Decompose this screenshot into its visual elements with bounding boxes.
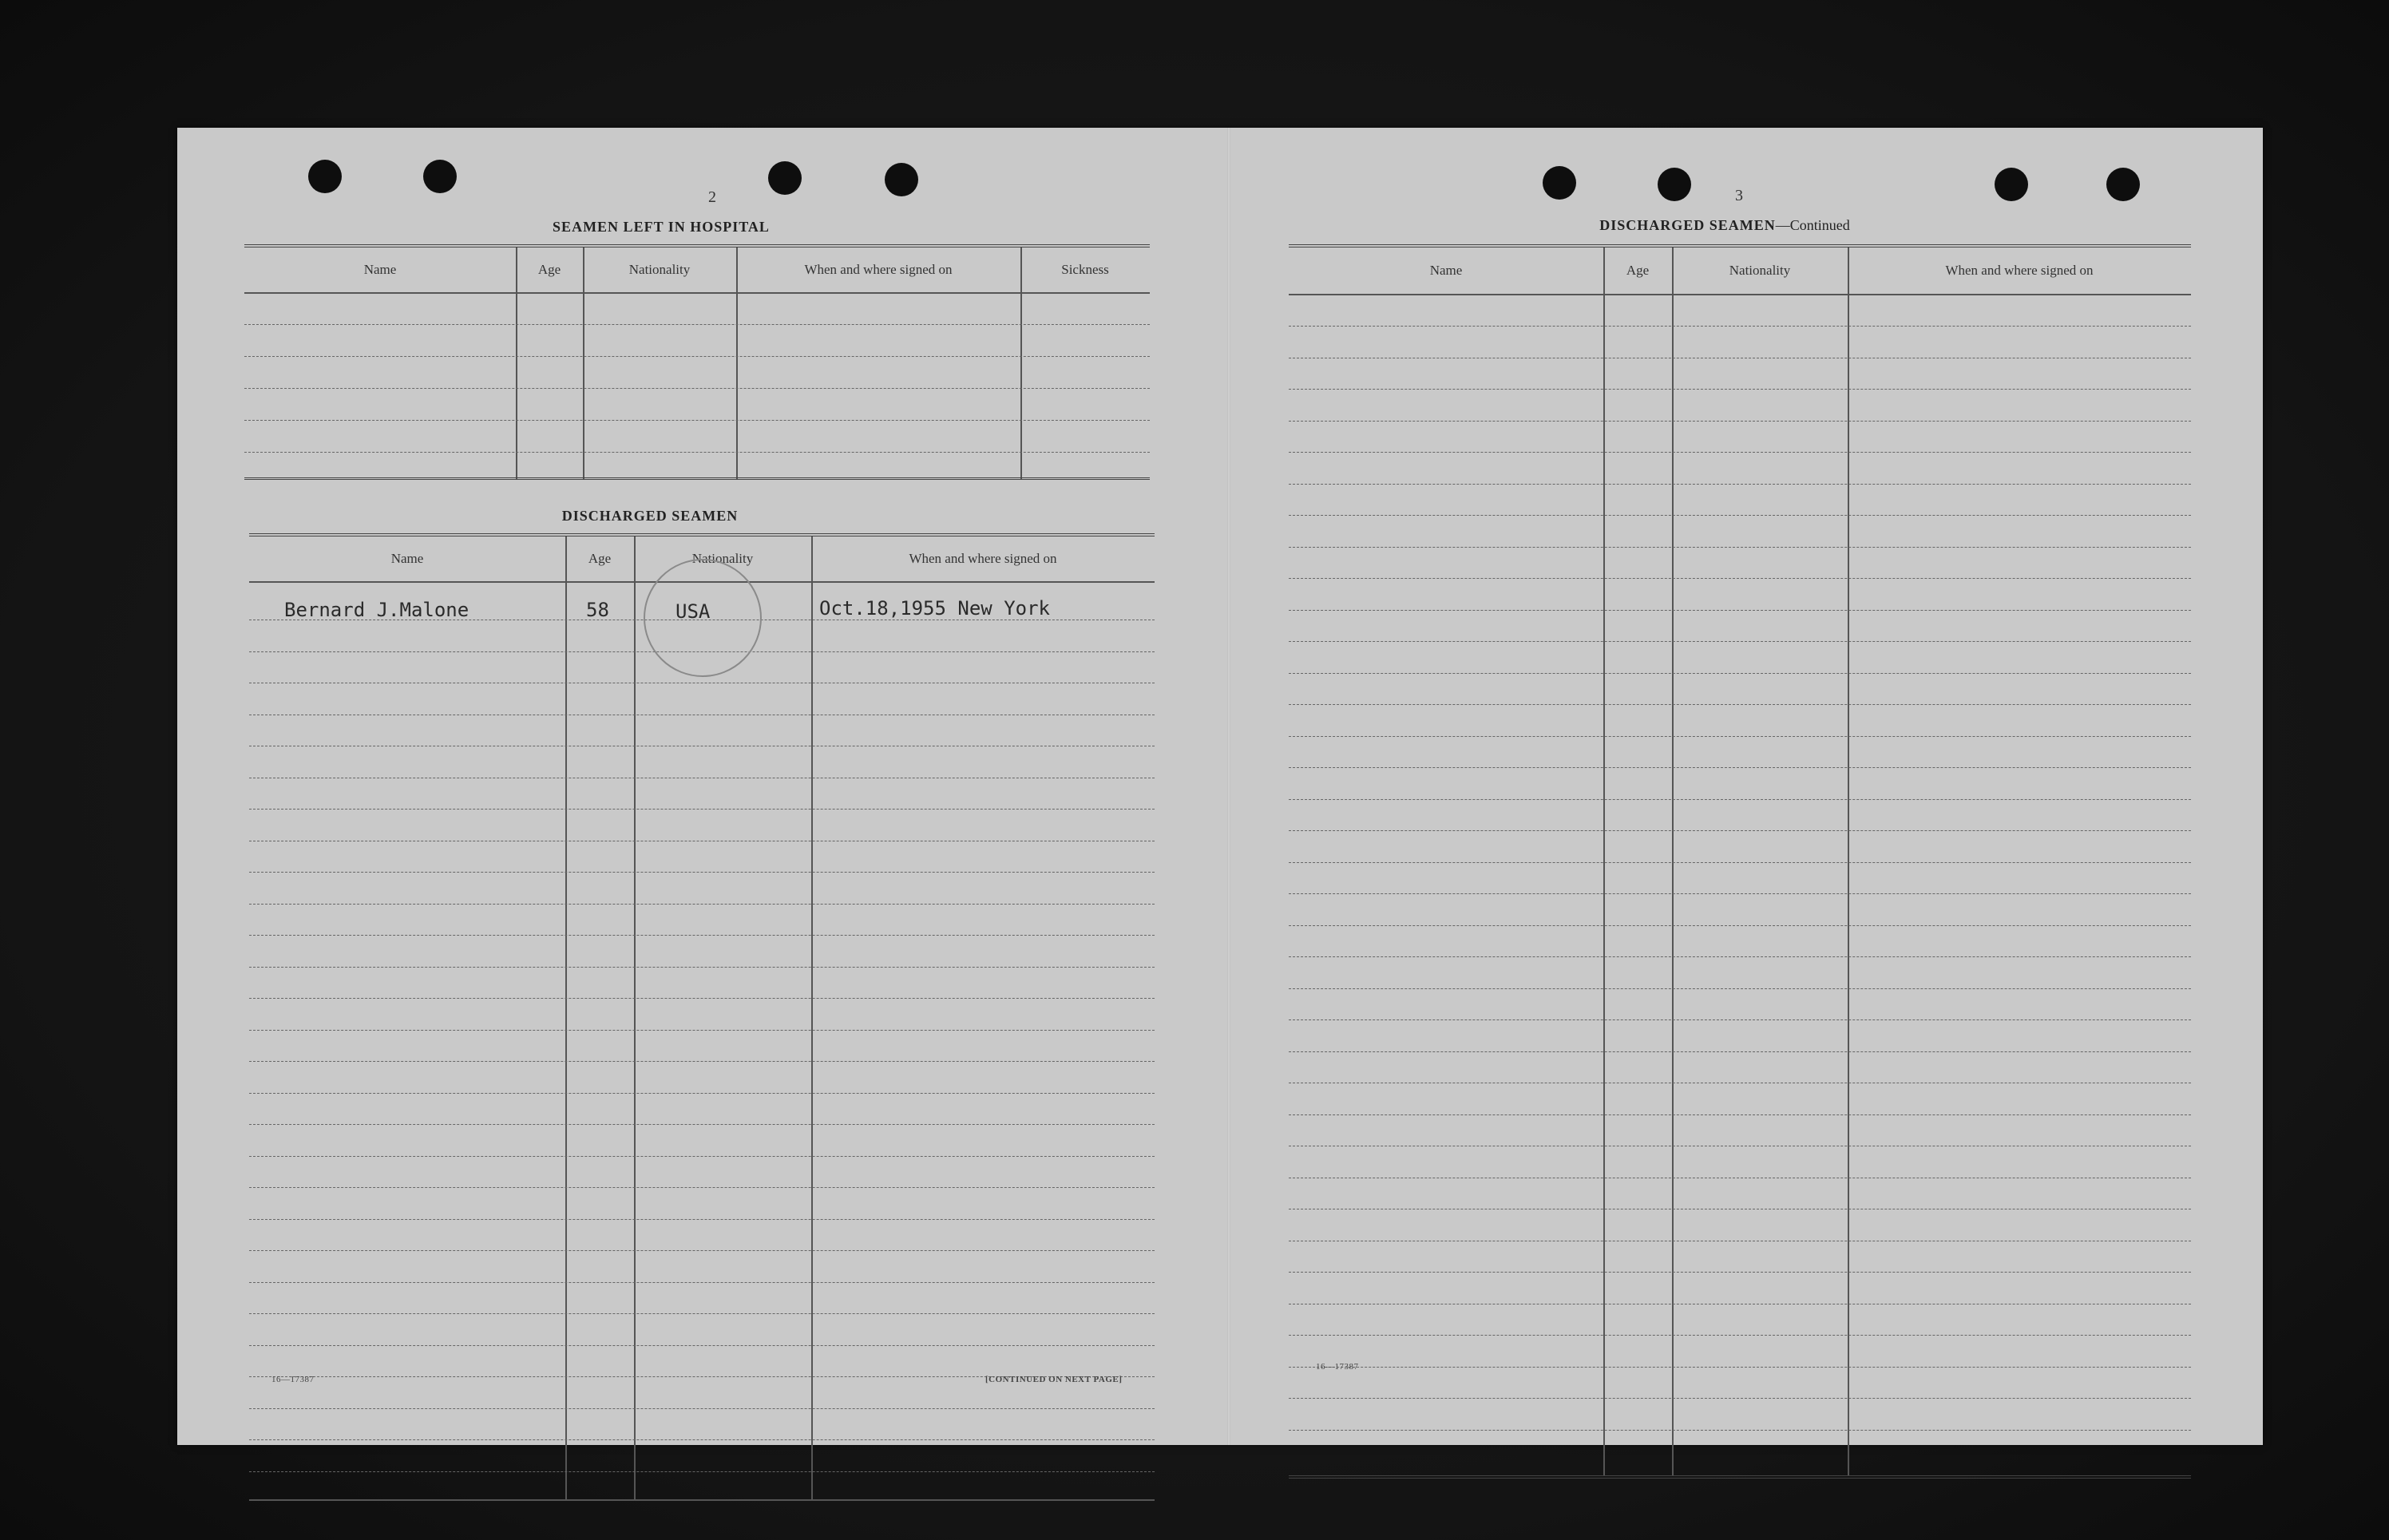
column-divider <box>736 247 738 479</box>
right-header-signed-on: When and where signed on <box>1945 263 2094 278</box>
hospital-table <box>244 244 1150 479</box>
discharged-header-age: Age <box>588 551 612 566</box>
right-discharged-table <box>1289 244 2191 1479</box>
entry-age: 58 <box>586 599 609 621</box>
table-row-line <box>249 1408 1155 1409</box>
table-row-line <box>1289 641 2191 642</box>
continued-note: [CONTINUED ON NEXT PAGE] <box>985 1375 1123 1384</box>
table-row-line <box>1289 799 2191 800</box>
left-form-number: 16—17387 <box>271 1375 315 1384</box>
table-row-line <box>249 1313 1155 1314</box>
table-row-line <box>1289 452 2191 453</box>
table-row-line <box>1289 925 2191 926</box>
table-row-line <box>1289 610 2191 611</box>
discharged-header-nationality: Nationality <box>691 551 754 566</box>
table-row-line <box>1289 862 2191 863</box>
table-row-line <box>249 1030 1155 1031</box>
table-row-line <box>1289 956 2191 957</box>
table-row-line <box>249 1250 1155 1251</box>
document-sheet <box>177 128 2263 1445</box>
hospital-header-nationality: Nationality <box>628 262 691 277</box>
table-row-line <box>249 1439 1155 1440</box>
hospital-header-sickness: Sickness <box>1061 262 1109 277</box>
table-row-line <box>1289 893 2191 894</box>
column-divider <box>516 247 517 479</box>
table-row-line <box>1289 578 2191 579</box>
hospital-table-header <box>244 247 1150 294</box>
table-row-line <box>244 477 1150 480</box>
entry-signed-on: Oct.18,1955 New York <box>819 597 1050 620</box>
table-row-line <box>1289 1367 2191 1368</box>
hospital-header-signed-on: When and where signed on <box>804 262 953 277</box>
punch-hole <box>768 161 802 195</box>
table-row-line <box>1289 1019 2191 1020</box>
right-header-nationality: Nationality <box>1729 263 1791 278</box>
table-row-line <box>249 1061 1155 1062</box>
table-row-line <box>249 1345 1155 1346</box>
column-divider <box>565 536 567 1499</box>
right-section-title-continued: —Continued <box>1775 217 1850 233</box>
right-page-number: 3 <box>1735 187 1743 204</box>
hospital-header-age: Age <box>537 262 561 277</box>
page-fold <box>1227 128 1230 1445</box>
stamp-circle <box>644 559 762 677</box>
punch-hole <box>2106 168 2140 201</box>
table-row-line <box>1289 484 2191 485</box>
discharged-header-name: Name <box>390 551 424 566</box>
table-row-line <box>1289 1272 2191 1273</box>
table-row-line <box>249 998 1155 999</box>
table-row-line <box>1289 1398 2191 1399</box>
table-row-line <box>1289 326 2191 327</box>
table-row-line <box>1289 988 2191 989</box>
table-row-line <box>1289 673 2191 674</box>
table-row-line <box>1289 1051 2191 1052</box>
table-row-line <box>249 1471 1155 1472</box>
table-row-line <box>1289 767 2191 768</box>
table-row-line <box>1289 515 2191 516</box>
punch-hole <box>423 160 457 193</box>
column-divider <box>634 536 636 1499</box>
table-row-line <box>244 388 1150 389</box>
entry-name: Bernard J.Malone <box>284 599 469 621</box>
right-header-age: Age <box>1626 263 1650 278</box>
table-row-line <box>1289 1335 2191 1336</box>
column-divider <box>583 247 584 479</box>
punch-hole <box>1995 168 2028 201</box>
table-row-line <box>244 420 1150 421</box>
discharged-header-signed-on: When and where signed on <box>909 551 1057 566</box>
table-row-line <box>249 872 1155 873</box>
table-row-line <box>249 1093 1155 1094</box>
table-row-line <box>1289 547 2191 548</box>
table-row-line <box>1289 704 2191 705</box>
table-row-line <box>1289 736 2191 737</box>
table-row-line <box>249 1124 1155 1125</box>
table-row-line <box>1289 830 2191 831</box>
left-page-number: 2 <box>708 188 716 206</box>
column-divider <box>1020 247 1022 479</box>
punch-hole <box>885 163 918 196</box>
table-row-line <box>249 967 1155 968</box>
table-row-line <box>1289 421 2191 422</box>
discharged-section-title: DISCHARGED SEAMEN <box>561 508 739 524</box>
table-row-line <box>244 356 1150 357</box>
punch-hole <box>308 160 342 193</box>
table-row-line <box>1289 389 2191 390</box>
punch-hole <box>1658 168 1691 201</box>
right-table-header <box>1289 247 2191 295</box>
right-section-title-main: DISCHARGED SEAMEN <box>1599 217 1776 233</box>
right-section-title <box>1445 217 2004 234</box>
table-row-line <box>1289 1430 2191 1431</box>
hospital-header-name: Name <box>363 262 397 277</box>
table-row-line <box>249 1156 1155 1157</box>
table-row-line <box>244 452 1150 453</box>
table-row-line <box>244 324 1150 325</box>
column-divider <box>811 536 813 1499</box>
right-header-name: Name <box>1429 263 1463 278</box>
table-row-line <box>249 1219 1155 1220</box>
table-row-line <box>249 904 1155 905</box>
table-row-line <box>249 1187 1155 1188</box>
right-form-number: 16—17387 <box>1316 1362 1359 1372</box>
discharged-table <box>249 533 1155 1501</box>
entry-nationality: USA <box>675 600 711 623</box>
table-row-line <box>1289 1114 2191 1115</box>
hospital-section-title: SEAMEN LEFT IN HOSPITAL <box>553 219 770 235</box>
table-row-line <box>249 809 1155 810</box>
punch-hole <box>1543 166 1576 200</box>
table-row-line <box>249 1282 1155 1283</box>
table-row-line <box>249 935 1155 936</box>
